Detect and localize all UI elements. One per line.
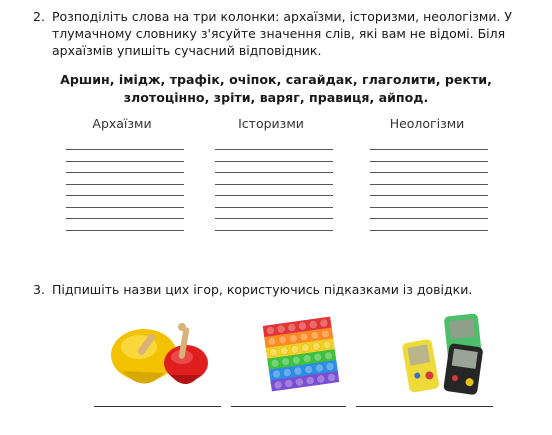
word-list-line-2: злотоцінно, зріти, варяг, правиця, айпод. — [123, 90, 429, 105]
answer-line-game-1[interactable] — [94, 406, 221, 407]
pop-it-toy-image — [255, 313, 347, 395]
handheld-consoles-image — [402, 313, 493, 395]
answer-line-game-2[interactable] — [231, 406, 346, 407]
word-list — [40, 71, 512, 107]
column-header-archaisms: Архаїзми — [92, 116, 152, 131]
answer-lines-neologisms[interactable] — [370, 149, 488, 241]
spinning-tops-image — [106, 313, 211, 395]
answer-line-game-3[interactable] — [356, 406, 493, 407]
answer-lines-historicisms[interactable] — [215, 149, 333, 241]
task-2-instructions: Розподіліть слова на три колонки: архаїзми, історизми, неологізми. У тлумачному словнику з'ясуйте значення слів, які вам не відомі. Біля архаїзмів упишіть сучасний відповідник. — [52, 9, 513, 58]
task-3-instructions: Підпишіть назви цих ігор, користуючись підказками із довідки. — [52, 282, 473, 297]
task-3-number: 3. — [33, 282, 45, 297]
word-list-line-1: Аршин, імідж, трафік, очіпок, сагайдак, глаголити, ректи, — [60, 72, 492, 87]
task-2-number: 2. — [33, 9, 45, 24]
column-header-historicisms: Історизми — [238, 116, 304, 131]
answer-lines-archaisms[interactable] — [66, 149, 184, 241]
column-header-neologisms: Неологізми — [389, 116, 465, 131]
